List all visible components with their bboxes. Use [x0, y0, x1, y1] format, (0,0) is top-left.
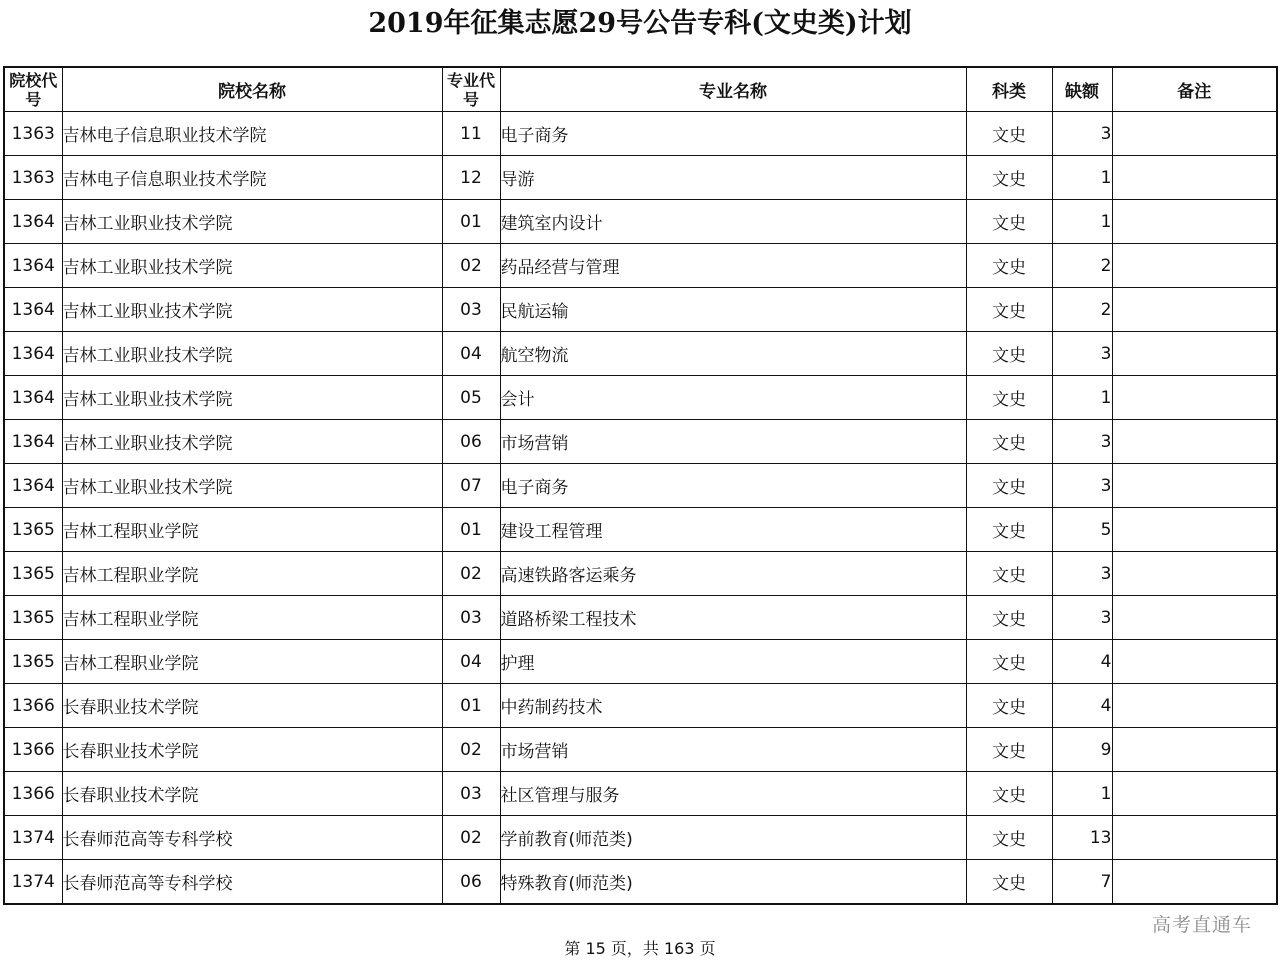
cell-quota: 1 [1052, 772, 1112, 816]
page-footer: 第 15 页，共 163 页 [564, 939, 716, 958]
cell-major-name: 学前教育(师范类) [500, 816, 966, 860]
cell-school-name: 吉林工业职业技术学院 [62, 332, 442, 376]
table-row [4, 640, 1277, 684]
cell-quota: 5 [1052, 508, 1112, 552]
cell-quota: 2 [1052, 244, 1112, 288]
cell-remarks [1112, 728, 1277, 772]
table-row [4, 684, 1277, 728]
cell-quota: 3 [1052, 332, 1112, 376]
table-row [4, 420, 1277, 464]
cell-category: 文史 [966, 684, 1052, 728]
table-body [4, 112, 1277, 905]
plan-table [3, 66, 1278, 905]
cell-category: 文史 [966, 156, 1052, 200]
table-row [4, 552, 1277, 596]
cell-category: 文史 [966, 860, 1052, 905]
cell-school-name: 吉林工业职业技术学院 [62, 420, 442, 464]
cell-remarks [1112, 420, 1277, 464]
cell-school-name: 吉林工业职业技术学院 [62, 464, 442, 508]
cell-quota: 3 [1052, 112, 1112, 156]
cell-major-name: 导游 [500, 156, 966, 200]
cell-school-name: 吉林工业职业技术学院 [62, 200, 442, 244]
cell-major-code: 03 [442, 596, 500, 640]
table-row [4, 860, 1277, 905]
cell-major-name: 市场营销 [500, 728, 966, 772]
cell-school-name: 长春师范高等专科学校 [62, 860, 442, 905]
cell-quota: 3 [1052, 420, 1112, 464]
cell-category: 文史 [966, 552, 1052, 596]
cell-major-name: 建设工程管理 [500, 508, 966, 552]
cell-major-code: 11 [442, 112, 500, 156]
header-category: 科类 [966, 67, 1052, 112]
cell-school-code: 1366 [4, 728, 62, 772]
cell-major-code: 07 [442, 464, 500, 508]
cell-school-code: 1364 [4, 244, 62, 288]
cell-school-name: 吉林工程职业学院 [62, 640, 442, 684]
table-row [4, 772, 1277, 816]
cell-school-name: 长春职业技术学院 [62, 772, 442, 816]
table-row [4, 288, 1277, 332]
cell-major-name: 电子商务 [500, 112, 966, 156]
cell-category: 文史 [966, 288, 1052, 332]
table-row [4, 332, 1277, 376]
cell-school-code: 1363 [4, 156, 62, 200]
cell-category: 文史 [966, 596, 1052, 640]
header-school-name: 院校名称 [62, 67, 442, 112]
cell-quota: 3 [1052, 464, 1112, 508]
cell-school-code: 1363 [4, 112, 62, 156]
cell-remarks [1112, 200, 1277, 244]
cell-major-code: 01 [442, 684, 500, 728]
cell-school-name: 长春师范高等专科学校 [62, 816, 442, 860]
cell-school-name: 吉林工程职业学院 [62, 508, 442, 552]
table-row [4, 596, 1277, 640]
cell-quota: 3 [1052, 552, 1112, 596]
cell-quota: 2 [1052, 288, 1112, 332]
cell-major-name: 电子商务 [500, 464, 966, 508]
cell-school-code: 1365 [4, 596, 62, 640]
cell-remarks [1112, 816, 1277, 860]
cell-remarks [1112, 332, 1277, 376]
cell-major-name: 民航运输 [500, 288, 966, 332]
cell-quota: 1 [1052, 200, 1112, 244]
cell-category: 文史 [966, 816, 1052, 860]
cell-remarks [1112, 596, 1277, 640]
cell-remarks [1112, 508, 1277, 552]
cell-school-code: 1365 [4, 552, 62, 596]
table-row [4, 508, 1277, 552]
cell-category: 文史 [966, 420, 1052, 464]
cell-remarks [1112, 772, 1277, 816]
cell-school-code: 1366 [4, 772, 62, 816]
cell-category: 文史 [966, 200, 1052, 244]
cell-major-code: 06 [442, 420, 500, 464]
cell-quota: 1 [1052, 376, 1112, 420]
cell-school-name: 长春职业技术学院 [62, 728, 442, 772]
cell-remarks [1112, 552, 1277, 596]
cell-school-code: 1374 [4, 816, 62, 860]
cell-remarks [1112, 156, 1277, 200]
cell-category: 文史 [966, 772, 1052, 816]
cell-category: 文史 [966, 244, 1052, 288]
header-school-code: 院校代号 [4, 67, 62, 112]
cell-school-name: 长春职业技术学院 [62, 684, 442, 728]
cell-major-code: 01 [442, 508, 500, 552]
cell-major-name: 道路桥梁工程技术 [500, 596, 966, 640]
cell-major-name: 中药制药技术 [500, 684, 966, 728]
cell-major-name: 护理 [500, 640, 966, 684]
cell-school-name: 吉林工程职业学院 [62, 596, 442, 640]
header-major-name: 专业名称 [500, 67, 966, 112]
cell-remarks [1112, 112, 1277, 156]
cell-major-name: 特殊教育(师范类) [500, 860, 966, 905]
cell-school-code: 1364 [4, 464, 62, 508]
cell-quota: 9 [1052, 728, 1112, 772]
table-row [4, 244, 1277, 288]
cell-major-code: 04 [442, 640, 500, 684]
cell-school-name: 吉林电子信息职业技术学院 [62, 156, 442, 200]
cell-major-name: 社区管理与服务 [500, 772, 966, 816]
cell-quota: 3 [1052, 596, 1112, 640]
table-row [4, 816, 1277, 860]
cell-school-code: 1374 [4, 860, 62, 905]
header-major-code: 专业代号 [442, 67, 500, 112]
table-row [4, 464, 1277, 508]
cell-category: 文史 [966, 728, 1052, 772]
cell-major-code: 03 [442, 772, 500, 816]
page-title: 2019年征集志愿29号公告专科(文史类)计划 [368, 8, 912, 39]
cell-major-code: 01 [442, 200, 500, 244]
cell-school-code: 1365 [4, 640, 62, 684]
cell-school-code: 1364 [4, 420, 62, 464]
cell-school-name: 吉林工业职业技术学院 [62, 288, 442, 332]
cell-quota: 13 [1052, 816, 1112, 860]
cell-major-code: 12 [442, 156, 500, 200]
cell-school-code: 1364 [4, 200, 62, 244]
table-row [4, 728, 1277, 772]
cell-school-code: 1364 [4, 332, 62, 376]
cell-school-code: 1364 [4, 376, 62, 420]
cell-school-code: 1366 [4, 684, 62, 728]
cell-category: 文史 [966, 376, 1052, 420]
cell-remarks [1112, 376, 1277, 420]
cell-quota: 4 [1052, 684, 1112, 728]
cell-school-name: 吉林电子信息职业技术学院 [62, 112, 442, 156]
cell-remarks [1112, 860, 1277, 905]
header-quota: 缺额 [1052, 67, 1112, 112]
cell-major-code: 06 [442, 860, 500, 905]
table-row [4, 156, 1277, 200]
cell-school-name: 吉林工程职业学院 [62, 552, 442, 596]
cell-major-code: 04 [442, 332, 500, 376]
table-row [4, 112, 1277, 156]
table-header-row [4, 67, 1277, 112]
cell-major-name: 建筑室内设计 [500, 200, 966, 244]
cell-category: 文史 [966, 332, 1052, 376]
cell-remarks [1112, 244, 1277, 288]
watermark-text: 高考直通车 [1151, 914, 1252, 936]
cell-major-code: 03 [442, 288, 500, 332]
table-row [4, 200, 1277, 244]
cell-school-name: 吉林工业职业技术学院 [62, 244, 442, 288]
cell-major-name: 市场营销 [500, 420, 966, 464]
header-remarks: 备注 [1112, 67, 1277, 112]
cell-major-name: 高速铁路客运乘务 [500, 552, 966, 596]
cell-remarks [1112, 288, 1277, 332]
cell-major-code: 02 [442, 552, 500, 596]
cell-major-name: 药品经营与管理 [500, 244, 966, 288]
table-row [4, 376, 1277, 420]
cell-major-code: 05 [442, 376, 500, 420]
cell-category: 文史 [966, 112, 1052, 156]
cell-category: 文史 [966, 640, 1052, 684]
cell-major-code: 02 [442, 816, 500, 860]
cell-school-code: 1365 [4, 508, 62, 552]
cell-quota: 1 [1052, 156, 1112, 200]
cell-quota: 4 [1052, 640, 1112, 684]
cell-major-name: 航空物流 [500, 332, 966, 376]
cell-remarks [1112, 684, 1277, 728]
cell-category: 文史 [966, 508, 1052, 552]
cell-school-name: 吉林工业职业技术学院 [62, 376, 442, 420]
cell-remarks [1112, 640, 1277, 684]
cell-major-name: 会计 [500, 376, 966, 420]
cell-category: 文史 [966, 464, 1052, 508]
cell-quota: 7 [1052, 860, 1112, 905]
cell-major-code: 02 [442, 728, 500, 772]
cell-school-code: 1364 [4, 288, 62, 332]
cell-major-code: 02 [442, 244, 500, 288]
cell-remarks [1112, 464, 1277, 508]
